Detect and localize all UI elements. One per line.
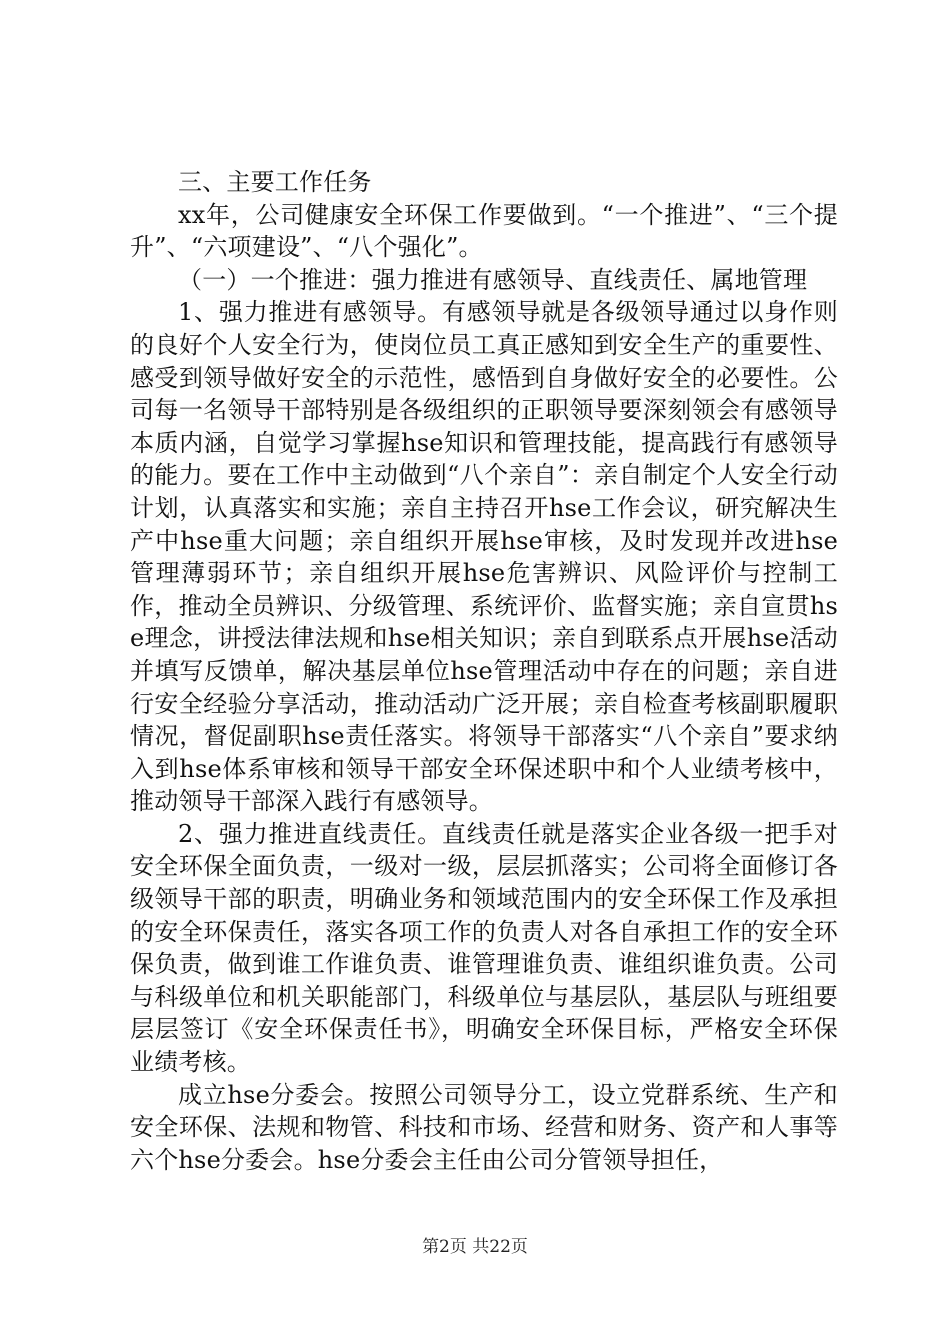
document-body <box>130 166 838 1176</box>
page-footer: 第2页 共22页 <box>422 1237 528 1257</box>
intro-paragraph: xx年，公司健康安全环保工作要做到。“一个推进”、“三个提升”、“六项建设”、“八个强化”。 <box>130 200 838 262</box>
section-heading: 三、主要工作任务 <box>178 168 372 196</box>
paragraph-line-responsibility: 2、强力推进直线责任。直线责任就是落实企业各级一把手对安全环保全面负责，一级对一级，层层抓落实；公司将全面修订各级领导干部的职责，明确业务和领域范围内的安全环保工作及承担的安全环保责任，落实各项工作的负责人对各自承担工作的安全环保负责，做到谁工作谁负责、谁管理谁负责、谁组织谁负责。公司与科级单位和机关职能部门，科级单位与基层队，基层队与班组要层层签订《安全环保责任书》，明确安全环保目标，严格安全环保业绩考核。 <box>130 819 838 1077</box>
subsection-heading: （一）一个推进：强力推进有感领导、直线责任、属地管理 <box>178 265 808 294</box>
paragraph-felt-leadership: 1、强力推进有感领导。有感领导就是各级领导通过以身作则的良好个人安全行为，使岗位员工真正感知到安全生产的重要性、感受到领导做好安全的示范性，感悟到自身做好安全的必要性。公司每一名领导干部特别是各级组织的正职领导要深刻领会有感领导本质内涵，自觉学习掌握hse知识和管理技能，提高践行有感领导的能力。要在工作中主动做到“八个亲自”：亲自制定个人安全行动计划，认真落实和实施；亲自主持召开hse工作会议，研究解决生产中hse重大问题；亲自组织开展hse审核，及时发现并改进hse管理薄弱环节；亲自组织开展hse危害辨识、风险评价与控制工作，推动全员辨识、分级管理、系统评价、监督实施；亲自宣贯hse理念，讲授法律法规和hse相关知识；亲自到联系点开展hse活动并填写反馈单，解决基层单位hse管理活动中存在的问题；亲自进行安全经验分享活动，推动活动广泛开展；亲自检查考核副职履职情况，督促副职hse责任落实。将领导干部落实“八个亲自”要求纳入到hse体系审核和领导干部安全环保述职中和个人业绩考核中，推动领导干部深入践行有感领导。 <box>130 298 838 816</box>
paragraph-hse-subcommittee: 成立hse分委会。按照公司领导分工，设立党群系统、生产和安全环保、法规和物管、科技和市场、经营和财务、资产和人事等六个hse分委会。hse分委会主任由公司分管领导担任， <box>130 1080 838 1174</box>
